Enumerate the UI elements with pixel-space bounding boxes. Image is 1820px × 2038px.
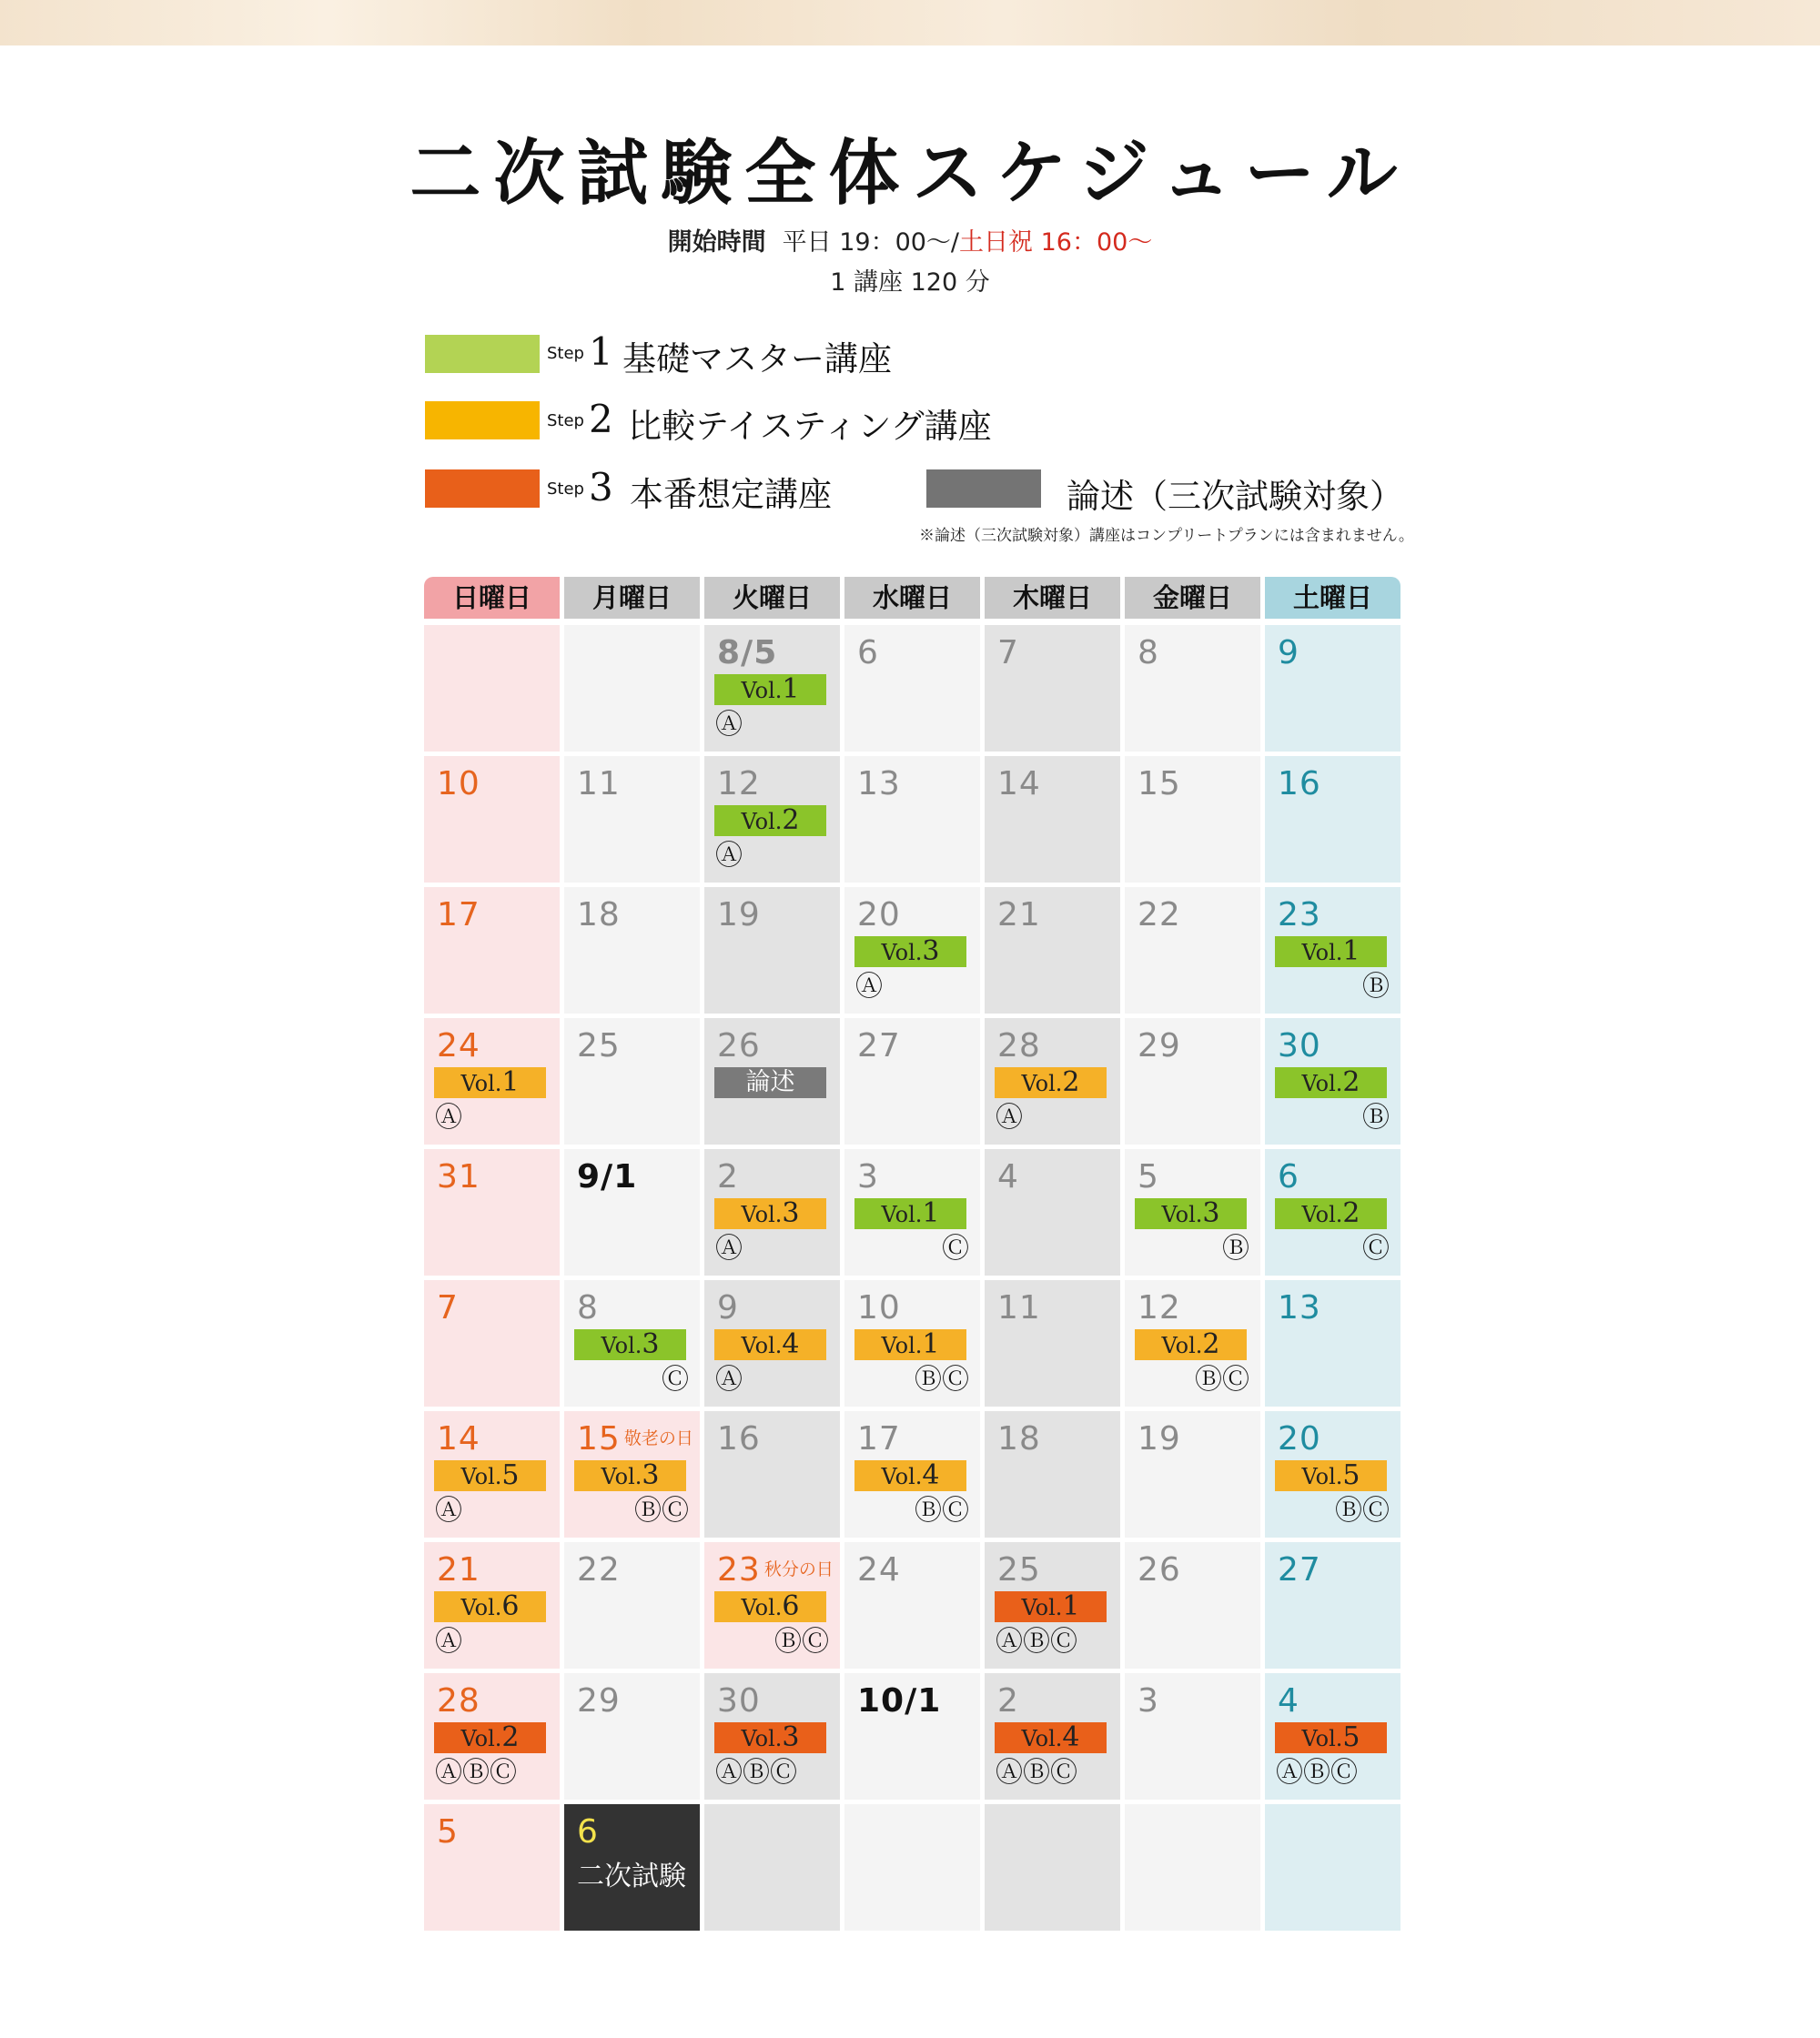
- lesson-bar-step1: Vol.2: [1275, 1198, 1387, 1229]
- legend-step1-swatch: [425, 335, 540, 373]
- calendar-day: [844, 1542, 980, 1669]
- date-number: 10: [857, 1289, 901, 1327]
- start-time-label: 開始時間: [667, 228, 766, 257]
- calendar-day: [844, 625, 980, 752]
- calendar-day: [1265, 1149, 1400, 1276]
- date-number: 28: [437, 1682, 480, 1720]
- date-number: 9: [717, 1289, 739, 1327]
- exam-label: 二次試験: [577, 1861, 686, 1892]
- holiday-label: 秋分の日: [763, 1559, 834, 1579]
- lesson-bar-step2: Vol.6: [714, 1591, 826, 1622]
- date-number: 22: [1138, 896, 1181, 933]
- lesson-bar-step2: Vol.6: [434, 1591, 546, 1622]
- calendar-day: [1265, 887, 1400, 1014]
- date-number: 27: [857, 1027, 901, 1064]
- calendar-day: [1125, 1411, 1260, 1538]
- date-number: 8/5: [717, 634, 778, 671]
- weekday-header: 木曜日: [985, 577, 1120, 619]
- date-number: 12: [717, 765, 761, 802]
- date-number: 29: [1138, 1027, 1181, 1064]
- date-number: 9/1: [577, 1158, 638, 1196]
- legend-step2-word: Step: [547, 411, 584, 430]
- date-number: 21: [437, 1551, 480, 1589]
- legend-step2-label: 比較テイスティング講座: [628, 407, 992, 446]
- class-group-marks: Ⓒ: [942, 1233, 969, 1265]
- lesson-bar-step2: Vol.1: [434, 1067, 546, 1098]
- lesson-bar-step1: Vol.1: [714, 674, 826, 705]
- legend-step1-number: 1: [589, 329, 613, 374]
- date-number: 30: [1278, 1027, 1321, 1064]
- date-number: 4: [1278, 1682, 1299, 1720]
- calendar-day: [985, 1804, 1120, 1931]
- legend-step1-label: 基礎マスター講座: [622, 339, 892, 378]
- calendar-day: [424, 1804, 560, 1931]
- class-group-marks: ⒷⒸ: [774, 1626, 829, 1658]
- class-group-marks: Ⓐ: [435, 1495, 462, 1527]
- calendar-day: [844, 1149, 980, 1276]
- calendar-day: [1265, 625, 1400, 752]
- calendar-day: [704, 887, 840, 1014]
- calendar-day: [704, 756, 840, 883]
- lesson-bar-step1: Vol.1: [1275, 936, 1387, 967]
- date-number: 31: [437, 1158, 480, 1196]
- class-group-marks: ⒶⒷⒸ: [715, 1757, 797, 1789]
- calendar-day: [985, 1673, 1120, 1800]
- calendar-day: [1125, 1018, 1260, 1145]
- calendar-day: [1265, 1804, 1400, 1931]
- calendar-day: [424, 1280, 560, 1407]
- lesson-bar-step2: Vol.2: [1135, 1329, 1247, 1360]
- class-group-marks: Ⓒ: [1362, 1233, 1390, 1265]
- class-group-marks: ⒷⒸ: [634, 1495, 689, 1527]
- calendar-day: [985, 1280, 1120, 1407]
- date-number: 25: [997, 1551, 1041, 1589]
- date-number: 2: [997, 1682, 1019, 1720]
- date-number: 6: [1278, 1158, 1299, 1196]
- date-number: 29: [577, 1682, 621, 1720]
- class-group-marks: Ⓒ: [662, 1364, 689, 1396]
- calendar-day: [844, 1411, 980, 1538]
- date-number: 24: [437, 1027, 480, 1064]
- weekday-header: 月曜日: [564, 577, 700, 619]
- date-number: 16: [717, 1420, 761, 1458]
- calendar-day: [564, 1411, 700, 1538]
- calendar-day: [985, 1018, 1120, 1145]
- calendar-day: [424, 887, 560, 1014]
- calendar-day: [1265, 1411, 1400, 1538]
- calendar-day: [704, 1280, 840, 1407]
- date-number: 5: [1138, 1158, 1159, 1196]
- calendar-day: [564, 1149, 700, 1276]
- class-group-marks: ⒷⒸ: [1335, 1495, 1390, 1527]
- date-number: 13: [1278, 1289, 1321, 1327]
- calendar-day: [704, 1542, 840, 1669]
- calendar-day: [704, 1018, 840, 1145]
- calendar-day: [424, 625, 560, 752]
- calendar-day: [704, 625, 840, 752]
- class-group-marks: ⒷⒸ: [915, 1364, 969, 1396]
- date-number: 16: [1278, 765, 1321, 802]
- lesson-bar-step2: Vol.1: [854, 1329, 966, 1360]
- weekday-header: 金曜日: [1125, 577, 1260, 619]
- calendar-day: [844, 1280, 980, 1407]
- calendar-day: [564, 1804, 700, 1931]
- date-number: 9: [1278, 634, 1299, 671]
- date-number: 26: [717, 1027, 761, 1064]
- calendar-day: [985, 1411, 1120, 1538]
- date-number: 22: [577, 1551, 621, 1589]
- calendar-day: [844, 887, 980, 1014]
- date-number: 12: [1138, 1289, 1181, 1327]
- lesson-bar-step2: Vol.5: [434, 1460, 546, 1491]
- calendar-day: [1125, 625, 1260, 752]
- lesson-bar-step1: Vol.3: [854, 936, 966, 967]
- calendar-day: [704, 1804, 840, 1931]
- legend-step3-label: 本番想定講座: [630, 475, 832, 514]
- calendar-day: [1125, 1673, 1260, 1800]
- session-length: 1 講座 120 分: [830, 268, 990, 297]
- date-number: 25: [577, 1027, 621, 1064]
- date-number: 7: [997, 634, 1019, 671]
- class-group-marks: ⒶⒷⒸ: [1276, 1757, 1358, 1789]
- date-number: 21: [997, 896, 1041, 933]
- calendar-day: [985, 625, 1120, 752]
- date-number: 26: [1138, 1551, 1181, 1589]
- class-group-marks: Ⓑ: [1222, 1233, 1249, 1265]
- holiday-label: 敬老の日: [623, 1428, 693, 1448]
- weekday-header: 水曜日: [844, 577, 980, 619]
- lesson-bar-step3: Vol.1: [995, 1591, 1107, 1622]
- legend-step3-word: Step: [547, 479, 584, 499]
- date-number: 10/1: [857, 1682, 942, 1720]
- calendar-day: [424, 756, 560, 883]
- date-number: 14: [437, 1420, 480, 1458]
- calendar-day: [564, 887, 700, 1014]
- calendar-day: [564, 1673, 700, 1800]
- date-number: 15: [1138, 765, 1181, 802]
- weekday-time: 平日 19：00〜/: [782, 228, 960, 257]
- legend-step3-swatch: [425, 469, 540, 508]
- calendar-day: [704, 1411, 840, 1538]
- class-group-marks: ⒶⒷⒸ: [996, 1626, 1077, 1658]
- calendar-day: [424, 1673, 560, 1800]
- calendar-day: [985, 756, 1120, 883]
- date-number: 5: [437, 1813, 459, 1851]
- lesson-bar-step2: Vol.2: [995, 1067, 1107, 1098]
- class-group-marks: ⒷⒸ: [915, 1495, 969, 1527]
- date-number: 15 敬老の日: [577, 1420, 693, 1458]
- date-number: 17: [857, 1420, 901, 1458]
- date-number: 10: [437, 765, 480, 802]
- calendar-day: [564, 756, 700, 883]
- date-number: 24: [857, 1551, 901, 1589]
- calendar-day: [1265, 756, 1400, 883]
- lesson-bar-step2: Vol.3: [574, 1460, 686, 1491]
- date-number: 23 秋分の日: [717, 1551, 834, 1589]
- calendar-day: [564, 1018, 700, 1145]
- essay-bar: 論述: [714, 1067, 826, 1098]
- date-number: 23: [1278, 896, 1321, 933]
- class-group-marks: Ⓐ: [715, 1364, 743, 1396]
- date-number: 3: [1138, 1682, 1159, 1720]
- lesson-bar-step1: Vol.1: [854, 1198, 966, 1229]
- calendar-day: [424, 1018, 560, 1145]
- date-number: 6: [577, 1813, 599, 1851]
- class-group-marks: Ⓐ: [435, 1626, 462, 1658]
- class-group-marks: ⒷⒸ: [1195, 1364, 1249, 1396]
- legend-step2-swatch: [425, 401, 540, 439]
- calendar-day: [1265, 1673, 1400, 1800]
- date-number: 14: [997, 765, 1041, 802]
- weekend-time: 土日祝 16：00〜: [959, 228, 1153, 257]
- date-number: 3: [857, 1158, 879, 1196]
- calendar-day: [1125, 887, 1260, 1014]
- class-group-marks: Ⓐ: [855, 971, 883, 1003]
- date-number: 20: [857, 896, 901, 933]
- lesson-bar-step3: Vol.3: [714, 1722, 826, 1753]
- class-group-marks: Ⓐ: [996, 1102, 1023, 1134]
- page-title: 二次試験全体スケジュール: [410, 132, 1410, 215]
- date-number: 8: [1138, 634, 1159, 671]
- lesson-bar-step3: Vol.5: [1275, 1722, 1387, 1753]
- class-group-marks: Ⓑ: [1362, 1102, 1390, 1134]
- lesson-bar-step1: Vol.2: [714, 805, 826, 836]
- date-number: 11: [577, 765, 621, 802]
- class-group-marks: Ⓐ: [715, 840, 743, 872]
- calendar-day: [424, 1411, 560, 1538]
- calendar-day: [844, 1804, 980, 1931]
- lesson-bar-step1: Vol.3: [1135, 1198, 1247, 1229]
- date-number: 2: [717, 1158, 739, 1196]
- legend-step3-number: 3: [589, 465, 613, 510]
- calendar-day: [1125, 1149, 1260, 1276]
- lesson-bar-step2: Vol.3: [714, 1198, 826, 1229]
- lesson-bar-step1: Vol.2: [1275, 1067, 1387, 1098]
- class-group-marks: ⒶⒷⒸ: [435, 1757, 517, 1789]
- lesson-bar-step2: Vol.5: [1275, 1460, 1387, 1491]
- legend-essay-label: 論述（三次試験対象）: [1067, 477, 1403, 516]
- weekday-header: 火曜日: [704, 577, 840, 619]
- calendar-day: [985, 1542, 1120, 1669]
- date-number: 27: [1278, 1551, 1321, 1589]
- date-number: 20: [1278, 1420, 1321, 1458]
- lesson-bar-step3: Vol.2: [434, 1722, 546, 1753]
- calendar-day: [704, 1149, 840, 1276]
- calendar-day: [985, 887, 1120, 1014]
- calendar-day: [1265, 1280, 1400, 1407]
- legend-step2-number: 2: [589, 397, 613, 441]
- class-group-marks: Ⓐ: [715, 1233, 743, 1265]
- calendar-day: [564, 1280, 700, 1407]
- legend-essay-swatch: [926, 469, 1041, 508]
- class-group-marks: Ⓐ: [435, 1102, 462, 1134]
- calendar-day: [1265, 1018, 1400, 1145]
- calendar-day: [1125, 756, 1260, 883]
- class-group-marks: Ⓐ: [715, 709, 743, 741]
- lesson-bar-step2: Vol.4: [854, 1460, 966, 1491]
- lesson-bar-step2: Vol.4: [714, 1329, 826, 1360]
- calendar-day: [844, 1018, 980, 1145]
- calendar-day: [1125, 1542, 1260, 1669]
- date-number: 19: [717, 896, 761, 933]
- calendar-day: [844, 756, 980, 883]
- class-group-marks: ⒶⒷⒸ: [996, 1757, 1077, 1789]
- calendar-day: [424, 1149, 560, 1276]
- decorative-top-band: [0, 0, 1820, 45]
- calendar-day: [1125, 1804, 1260, 1931]
- date-number: 30: [717, 1682, 761, 1720]
- lesson-bar-step1: Vol.3: [574, 1329, 686, 1360]
- calendar-day: [704, 1673, 840, 1800]
- calendar-day: [1125, 1280, 1260, 1407]
- date-number: 18: [577, 896, 621, 933]
- date-number: 4: [997, 1158, 1019, 1196]
- class-group-marks: Ⓑ: [1362, 971, 1390, 1003]
- weekday-header: 土曜日: [1265, 577, 1400, 619]
- calendar-day: [564, 1542, 700, 1669]
- date-number: 17: [437, 896, 480, 933]
- weekday-header: 日曜日: [424, 577, 560, 619]
- date-number: 13: [857, 765, 901, 802]
- date-number: 11: [997, 1289, 1041, 1327]
- calendar-day: [424, 1542, 560, 1669]
- lesson-bar-step3: Vol.4: [995, 1722, 1107, 1753]
- start-time-line: [0, 222, 1820, 257]
- date-number: 28: [997, 1027, 1041, 1064]
- calendar-day: [1265, 1542, 1400, 1669]
- date-number: 8: [577, 1289, 599, 1327]
- date-number: 18: [997, 1420, 1041, 1458]
- legend-note: ※論述（三次試験対象）講座はコンプリートプランには含まれません。: [919, 527, 1414, 545]
- date-number: 19: [1138, 1420, 1181, 1458]
- date-number: 7: [437, 1289, 459, 1327]
- calendar-day: [564, 625, 700, 752]
- calendar-day: [985, 1149, 1120, 1276]
- date-number: 6: [857, 634, 879, 671]
- legend-step1-word: Step: [547, 344, 584, 363]
- calendar-day: [844, 1673, 980, 1800]
